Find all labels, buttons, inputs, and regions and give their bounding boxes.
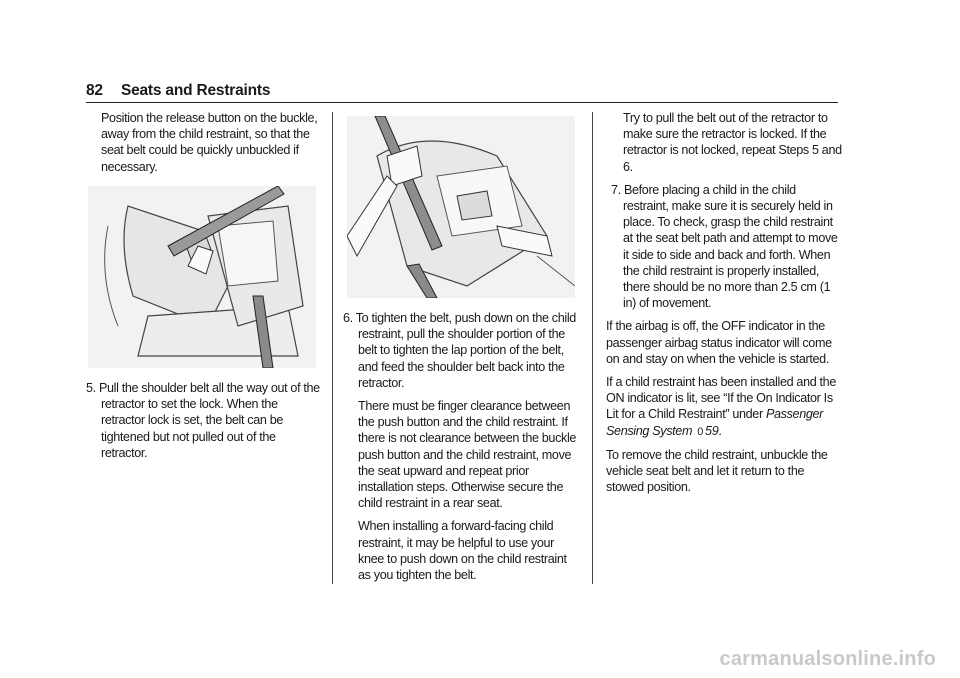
figure-tighten-belt-illustration — [347, 116, 575, 298]
column-divider-1 — [332, 112, 333, 584]
left-column-lower — [86, 380, 322, 468]
page-header — [86, 82, 270, 100]
column-divider-2 — [592, 112, 593, 584]
on-indicator-text: If a child restraint has been installed and the ON indicator is lit, see “If the On Indicator Is Lit for a Child Restraint” under — [606, 375, 836, 422]
step-6: 6. To tighten the belt, push down on the child restraint, pull the shoulder portion of the belt to tighten the lap portion of the belt, and feed the shoulder belt back into the retractor. — [343, 311, 576, 390]
watermark: carmanualsonline.info — [719, 648, 936, 670]
figure-pull-belt-illustration — [88, 186, 316, 368]
header-rule — [86, 102, 838, 103]
page-number: 82 — [86, 82, 103, 99]
retractor-check-paragraph: Try to pull the belt out of the retractor to make sure the retractor is locked. If the retractor is not locked, repeat Steps 5 and 6. — [623, 111, 842, 174]
middle-column — [343, 310, 579, 590]
right-column — [606, 110, 842, 502]
passenger-sensing-link[interactable]: Passenger Sensing System — [606, 407, 824, 438]
page-reference-number[interactable]: 59 — [705, 423, 719, 438]
step-7: 7. Before placing a child in the child restraint, make sure it is securely held in place. To check, grasp the child restraint at the seat belt path and attempt to move it side to side and back and forth. When the child restraint is properly installed, there should be no more than 2.5 cm (1 in) of movement. — [611, 182, 838, 311]
on-indicator-paragraph — [606, 374, 842, 440]
step-5: 5. Pull the shoulder belt all the way out of the retractor to set the lock. When the retractor lock is set, the belt can be tightened but not pulled out of the retractor. — [86, 381, 320, 460]
clearance-paragraph: There must be finger clearance between the push button and the child restraint. If there is not clearance between the buckle push button and the child restraint, move the seat upward and repeat prior installation steps. Otherwise secure the child restraint in a rear seat. — [358, 399, 577, 511]
forward-facing-paragraph: When installing a forward-facing child restraint, it may be helpful to use your knee to push down on the child restraint as you tighten the belt. — [358, 519, 567, 583]
sentence-end: . — [718, 423, 722, 438]
left-column — [86, 110, 318, 182]
section-title: Seats and Restraints — [120, 82, 271, 99]
remove-restraint-paragraph: To remove the child restraint, unbuckle the vehicle seat belt and let it return to the stowed position. — [606, 447, 828, 495]
page-reference-icon: 0 — [697, 425, 704, 438]
intro-paragraph: Position the release button on the buckle, away from the child restraint, so that the seat belt could be quickly unbuckled if necessary. — [101, 111, 318, 174]
airbag-off-paragraph: If the airbag is off, the OFF indicator in the passenger airbag status indicator will come on and stay on when the vehicle is started. — [606, 319, 832, 366]
